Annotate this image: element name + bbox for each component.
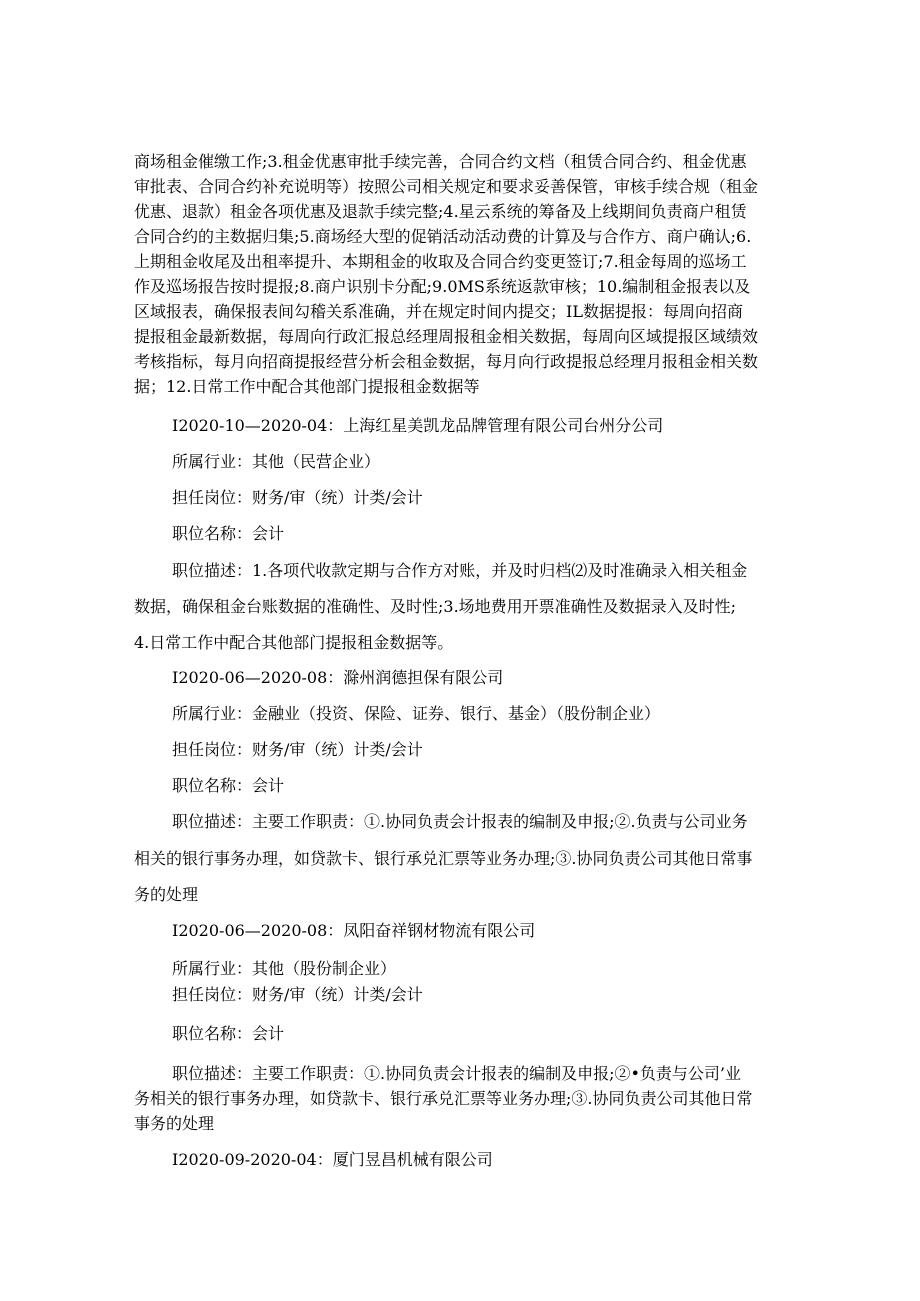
job-industry: 所属行业：其他（股份制企业） (172, 959, 397, 978)
job-period: I2020-06—2020-08：凤阳奋祥钢材物流有限公司 (172, 921, 536, 940)
job-post: 担任岗位：财务/审（统）计类/会计 (172, 740, 423, 759)
intro-line: 商场租金催缴工作;3.租金优惠审批手续完善，合同合约文档（租赁合同合约、租金优惠 (134, 152, 747, 171)
job-title: 职位名称：会计 (172, 776, 285, 795)
job-industry: 所属行业：其他（民营企业） (172, 452, 381, 471)
intro-line: 合同合约的主数据归集;5.商场经大型的促销活动活动费的计算及与合作方、商户确认;6. (134, 227, 752, 246)
intro-line: 作及巡场报告按时提报;8.商户识别卡分配;9.0MS系统返款审核；10.编制租金报表以及 (134, 277, 751, 296)
intro-line: 区域报表，确保报表间勾稽关系准确，并在规定时间内提交；IL数据提报：每周向招商 (134, 302, 743, 321)
intro-line: 考核指标，每月向招商提报经营分析会租金数据，每月向行政提报总经理月报租金相关数 (134, 352, 759, 371)
job-description-line: 务相关的银行事务办理，如贷款卡、银行承兑汇票等业务办理;③.协同负责公司其他日常 (134, 1089, 753, 1108)
job-title: 职位名称：会计 (172, 1024, 285, 1043)
job-period: I2020-06—2020-08：滁州润德担保有限公司 (172, 668, 504, 687)
job-period: I2020-09-2020-04：厦门昱昌机械有限公司 (172, 1150, 493, 1169)
job-description-line: 职位描述：1.各项代收款定期与合作方对账，并及时归档⑵及时准确录入相关租金 (172, 561, 748, 580)
intro-line: 审批表、合同合约补充说明等）按照公司相关规定和要求妥善保管，审核手续合规（租金 (134, 177, 759, 196)
job-post: 担任岗位：财务/审（统）计类/会计 (172, 985, 423, 1004)
job-industry: 所属行业：金融业（投资、保险、证券、银行、基金）（股份制企业） (172, 704, 661, 723)
job-description-line: 4.日常工作中配合其他部门提报租金数据等。 (134, 633, 454, 652)
intro-line: 上期租金收尾及出租率提升、本期租金的收取及合同合约变更签订;7.租金每周的巡场工 (134, 252, 747, 271)
job-description-line: 职位描述：主要工作职责：①.协同负责会计报表的编制及申报;②.负责与公司业务 (172, 812, 748, 831)
job-description-line: 数据，确保租金台账数据的准确性、及时性;3.场地费用开票准确性及数据录入及时性; (134, 597, 737, 616)
intro-line: 优惠、退款）租金各项优惠及退款手续完整;4.星云系统的筹备及上线期间负责商户租赁 (134, 202, 747, 221)
intro-line: 据；12.日常工作中配合其他部门提报租金数据等 (134, 377, 480, 396)
intro-line: 提报租金最新数据，每周向行政汇报总经理周报租金相关数据，每周向区域提报区域绩效 (134, 327, 759, 346)
job-period: I2020-10—2020-04：上海红星美凯龙品牌管理有限公司台州分公司 (172, 416, 664, 435)
job-title: 职位名称：会计 (172, 524, 285, 543)
job-description-line: 职位描述：主要工作职责：①.协同负责会计报表的编制及申报;②•负责与公司’业 (172, 1064, 742, 1083)
job-post: 担任岗位：财务/审（统）计类/会计 (172, 488, 423, 507)
job-description-line: 相关的银行事务办理，如贷款卡、银行承兑汇票等业务办理;③.协同负责公司其他日常事 (134, 849, 753, 868)
job-description-line: 务的处理 (134, 885, 199, 904)
job-description-line: 事务的处理 (134, 1114, 215, 1133)
